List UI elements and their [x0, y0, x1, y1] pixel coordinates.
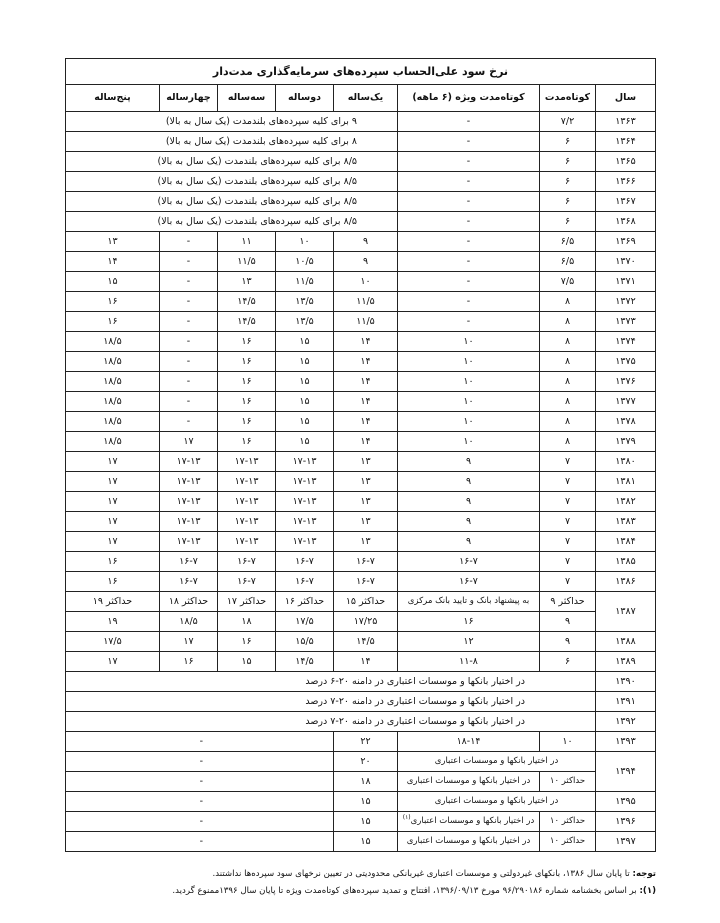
table-row [65, 212, 655, 232]
special-text: در اختیار بانکها و موسسات اعتباری [410, 816, 535, 826]
cell-y5: ۱۶ [65, 292, 159, 312]
cell-year: ۱۳۷۴ [596, 332, 656, 352]
cell-year: ۱۳۶۸ [596, 212, 656, 232]
cell-y1: ۱۴ [334, 352, 398, 372]
cell-short: ۱۰ [540, 732, 596, 752]
cell-span: در اختیار بانکها و موسسات اعتباری در دامنه ۲۰-۷ درصد [65, 712, 595, 732]
cell-y1: ۱۳ [334, 532, 398, 552]
cell-rest: - [65, 792, 333, 812]
table-row [65, 452, 655, 472]
table-row [65, 412, 655, 432]
cell-special: ۱۰ [398, 332, 540, 352]
cell-y1: ۱۳ [334, 492, 398, 512]
cell-y1: ۱۳ [334, 512, 398, 532]
cell-short: حداکثر ۹ [540, 592, 596, 612]
cell-year: ۱۳۶۷ [596, 192, 656, 212]
cell-y2: ۱۷-۱۳ [276, 532, 334, 552]
cell-y1: ۱۱/۵ [334, 292, 398, 312]
cell-y3: ۱۵ [218, 652, 276, 672]
footnote-label: (۱): [639, 886, 656, 896]
cell-special: ۹ [398, 452, 540, 472]
cell-y5: ۱۷ [65, 532, 159, 552]
cell-y4: ۱۷-۱۳ [160, 452, 218, 472]
cell-y5: ۱۷ [65, 472, 159, 492]
table-row [65, 432, 655, 452]
cell-short: ۶ [540, 132, 596, 152]
cell-year: ۱۳۹۷ [596, 832, 656, 852]
cell-y4: ۱۶-۷ [160, 572, 218, 592]
table-row [65, 192, 655, 212]
cell-year: ۱۳۷۵ [596, 352, 656, 372]
table-title: نرخ سود علی‌الحساب سپرده‌های سرمایه‌گذاری مدت‌دار [65, 59, 655, 85]
cell-year: ۱۳۹۲ [596, 712, 656, 732]
cell-rest: - [65, 832, 333, 852]
cell-y2: حداکثر ۱۶ [276, 592, 334, 612]
cell-y2: ۱۷-۱۳ [276, 512, 334, 532]
cell-y3: ۱۶-۷ [218, 552, 276, 572]
cell-y2: ۱۷-۱۳ [276, 492, 334, 512]
cell-year: ۱۳۸۴ [596, 532, 656, 552]
cell-y3: ۱۶ [218, 392, 276, 412]
cell-special: ۱۶-۷ [398, 572, 540, 592]
cell-short: ۷ [540, 572, 596, 592]
cell-special: - [398, 312, 540, 332]
cell-year: ۱۳۹۱ [596, 692, 656, 712]
cell-year: ۱۳۸۹ [596, 652, 656, 672]
cell-special-span: در اختیار بانکها و موسسات اعتباری [398, 752, 596, 772]
cell-y4: - [160, 352, 218, 372]
cell-y1: ۹ [334, 232, 398, 252]
cell-special: در اختیار بانکها و موسسات اعتباری [398, 832, 540, 852]
cell-year: ۱۳۸۵ [596, 552, 656, 572]
cell-year: ۱۳۸۳ [596, 512, 656, 532]
cell-year: ۱۳۷۶ [596, 372, 656, 392]
cell-special: - [398, 132, 540, 152]
cell-y2: ۱۵ [276, 392, 334, 412]
cell-year: ۱۳۷۹ [596, 432, 656, 452]
cell-rest: - [65, 812, 333, 832]
cell-special: - [398, 292, 540, 312]
cell-y3: ۱۷-۱۳ [218, 452, 276, 472]
footnote-line [66, 883, 656, 900]
cell-short: ۸ [540, 352, 596, 372]
cell-year: ۱۳۷۸ [596, 412, 656, 432]
cell-year: ۱۳۹۴ [596, 752, 656, 792]
cell-y4: - [160, 252, 218, 272]
cell-special: ۱۱-۸ [398, 652, 540, 672]
cell-year: ۱۳۷۲ [596, 292, 656, 312]
cell-y3: ۱۸ [218, 612, 276, 632]
cell-y2: ۱۶-۷ [276, 572, 334, 592]
cell-y4: ۱۷-۱۳ [160, 512, 218, 532]
notes [66, 866, 656, 900]
cell-short: ۶ [540, 652, 596, 672]
deposit-rates-table [65, 58, 656, 852]
table-row [65, 292, 655, 312]
cell-y5: ۱۸/۵ [65, 372, 159, 392]
cell-y4: - [160, 332, 218, 352]
cell-year: ۱۳۸۱ [596, 472, 656, 492]
cell-short: ۷ [540, 452, 596, 472]
table-row [65, 512, 655, 532]
cell-special: ۱۰ [398, 432, 540, 452]
table-row [65, 812, 655, 832]
cell-special: - [398, 232, 540, 252]
cell-y3: ۱۷-۱۳ [218, 532, 276, 552]
cell-y1: ۱۵ [334, 832, 398, 852]
cell-special: ۱۰ [398, 392, 540, 412]
cell-special: ۱۸-۱۴ [398, 732, 540, 752]
cell-special: ۹ [398, 472, 540, 492]
cell-y3: ۱۴/۵ [218, 292, 276, 312]
cell-y4: ۱۷-۱۳ [160, 492, 218, 512]
cell-y2: ۱۵/۵ [276, 632, 334, 652]
cell-short: ۸ [540, 292, 596, 312]
cell-rest: - [65, 772, 333, 792]
table-row [65, 552, 655, 572]
cell-y4: - [160, 272, 218, 292]
cell-year: ۱۳۹۶ [596, 812, 656, 832]
cell-y2: ۱۷-۱۳ [276, 472, 334, 492]
cell-special: ۱۰ [398, 352, 540, 372]
cell-special: - [398, 252, 540, 272]
cell-special: - [398, 112, 540, 132]
table-row [65, 572, 655, 592]
cell-y4: ۱۶ [160, 652, 218, 672]
table-row [65, 252, 655, 272]
cell-short: ۶/۵ [540, 252, 596, 272]
cell-special: ۹ [398, 532, 540, 552]
cell-y5: ۱۷ [65, 492, 159, 512]
cell-short: ۷/۵ [540, 272, 596, 292]
cell-year: ۱۳۶۹ [596, 232, 656, 252]
cell-y4: - [160, 372, 218, 392]
cell-y1: ۱۴ [334, 392, 398, 412]
cell-short: ۸ [540, 412, 596, 432]
cell-short: ۶ [540, 152, 596, 172]
table-row [65, 332, 655, 352]
cell-special: - [398, 212, 540, 232]
table-row [65, 152, 655, 172]
cell-y3: ۱۶ [218, 432, 276, 452]
cell-y1: ۱۳ [334, 472, 398, 492]
table-row [65, 352, 655, 372]
cell-y2: ۱۵ [276, 412, 334, 432]
cell-y1: ۱۰ [334, 272, 398, 292]
cell-y4: ۱۷-۱۳ [160, 472, 218, 492]
cell-y3: ۱۶ [218, 372, 276, 392]
note-label: توجه: [632, 869, 656, 879]
cell-y1: ۱۶-۷ [334, 552, 398, 572]
cell-y4: ۱۷ [160, 632, 218, 652]
cell-y1: ۱۴ [334, 412, 398, 432]
cell-year: ۱۳۹۵ [596, 792, 656, 812]
table-row [65, 312, 655, 332]
table-row [65, 752, 655, 772]
table-row [65, 732, 655, 752]
cell-short: ۶ [540, 192, 596, 212]
cell-y1: ۱۵ [334, 812, 398, 832]
cell-short: ۷ [540, 492, 596, 512]
cell-y5: ۱۸/۵ [65, 352, 159, 372]
header-one-year: یک‌ساله [334, 85, 398, 112]
cell-y2: ۱۶-۷ [276, 552, 334, 572]
table-row [65, 472, 655, 492]
cell-y4: - [160, 292, 218, 312]
cell-short: ۷ [540, 472, 596, 492]
cell-y5: ۱۶ [65, 572, 159, 592]
table-row [65, 232, 655, 252]
table-row [65, 652, 655, 672]
table-row [65, 132, 655, 152]
cell-y3: ۱۱ [218, 232, 276, 252]
cell-special: ۱۰ [398, 412, 540, 432]
cell-y1: ۹ [334, 252, 398, 272]
table-body [65, 112, 655, 232]
table-row [65, 372, 655, 392]
cell-y3: ۱۶ [218, 332, 276, 352]
cell-long-term: ۸/۵ برای کلیه سپرده‌های بلندمدت (یک سال به بالا) [65, 172, 397, 192]
table-row [65, 832, 655, 852]
cell-short: ۷/۲ [540, 112, 596, 132]
cell-short: ۷ [540, 552, 596, 572]
cell-y4: ۱۷ [160, 432, 218, 452]
cell-short: ۸ [540, 332, 596, 352]
cell-short: ۹ [540, 632, 596, 652]
cell-y5: ۱۷ [65, 652, 159, 672]
header-four-year: چهارساله [160, 85, 218, 112]
cell-y3: ۱۴/۵ [218, 312, 276, 332]
cell-y5: حداکثر ۱۹ [65, 592, 159, 612]
cell-long-term: ۸/۵ برای کلیه سپرده‌های بلندمدت (یک سال به بالا) [65, 152, 397, 172]
cell-y5: ۱۹ [65, 612, 159, 632]
cell-special: - [398, 272, 540, 292]
cell-y2: ۱۰ [276, 232, 334, 252]
cell-year: ۱۳۷۳ [596, 312, 656, 332]
cell-year: ۱۳۹۳ [596, 732, 656, 752]
cell-year: ۱۳۸۸ [596, 632, 656, 652]
cell-y4: - [160, 312, 218, 332]
cell-rest: - [65, 732, 333, 752]
cell-year: ۱۳۷۰ [596, 252, 656, 272]
cell-y4: - [160, 392, 218, 412]
cell-y2: ۱۵ [276, 372, 334, 392]
cell-short: ۶/۵ [540, 232, 596, 252]
cell-y1: ۱۴ [334, 372, 398, 392]
note-line [66, 866, 656, 883]
cell-y1: حداکثر ۱۵ [334, 592, 398, 612]
cell-y3: ۱۶ [218, 632, 276, 652]
cell-y1: ۱۸ [334, 772, 398, 792]
cell-y5: ۱۳ [65, 232, 159, 252]
table-row [65, 592, 655, 612]
cell-y2: ۱۰/۵ [276, 252, 334, 272]
cell-long-term: ۸/۵ برای کلیه سپرده‌های بلندمدت (یک سال به بالا) [65, 212, 397, 232]
cell-y3: ۱۶-۷ [218, 572, 276, 592]
cell-y4: - [160, 412, 218, 432]
cell-year: ۱۳۶۵ [596, 152, 656, 172]
cell-year: ۱۳۸۰ [596, 452, 656, 472]
cell-rest: - [65, 752, 333, 772]
cell-y1: ۱۷/۲۵ [334, 612, 398, 632]
cell-y5: ۱۸/۵ [65, 392, 159, 412]
cell-year: ۱۳۸۲ [596, 492, 656, 512]
table-row [65, 612, 655, 632]
cell-special: ۹ [398, 512, 540, 532]
header-short-term: کوتاه‌مدت [540, 85, 596, 112]
cell-y5: ۱۷ [65, 452, 159, 472]
table-row [65, 792, 655, 812]
cell-short: ۸ [540, 392, 596, 412]
cell-special: به پیشنهاد بانک و تایید بانک مرکزی [398, 592, 540, 612]
cell-y4: حداکثر ۱۸ [160, 592, 218, 612]
table-row [65, 632, 655, 652]
cell-special: در اختیار بانکها و موسسات اعتباری [398, 772, 540, 792]
cell-year: ۱۳۶۳ [596, 112, 656, 132]
cell-y1: ۱۶-۷ [334, 572, 398, 592]
footnote-marker: (۱) [402, 814, 411, 822]
cell-y2: ۱۵ [276, 432, 334, 452]
cell-y4: - [160, 232, 218, 252]
cell-long-term: ۸ برای کلیه سپرده‌های بلندمدت (یک سال به بالا) [65, 132, 397, 152]
cell-y1: ۱۵ [334, 792, 398, 812]
header-year: سال [596, 85, 656, 112]
cell-y3: ۱۶ [218, 412, 276, 432]
header-three-year: سه‌ساله [218, 85, 276, 112]
cell-special-span: در اختیار بانکها و موسسات اعتباری [398, 792, 596, 812]
cell-y5: ۱۸/۵ [65, 412, 159, 432]
cell-short: ۶ [540, 172, 596, 192]
cell-y2: ۱۷/۵ [276, 612, 334, 632]
cell-y1: ۲۲ [334, 732, 398, 752]
header-short-special: کوتاه‌مدت ویژه (۶ ماهه) [398, 85, 540, 112]
cell-special: ۱۲ [398, 632, 540, 652]
rates-document [66, 58, 656, 852]
table-row [65, 532, 655, 552]
cell-y5: ۱۸/۵ [65, 432, 159, 452]
cell-short: حداکثر ۱۰ [540, 832, 596, 852]
cell-special: - [398, 172, 540, 192]
footnote-text: بر اساس بخشنامه شماره ۹۶/۲۹۰۱۸۶ مورخ ۱۳۹۶/۰۹/۱۳، افتتاح و تمدید سپرده‌های کوتاه‌مدت ویژه تا پایان سال ۱۳۹۶ممنوع گردید. [172, 886, 640, 896]
cell-y4: ۱۸/۵ [160, 612, 218, 632]
table-row [65, 492, 655, 512]
cell-y5: ۱۵ [65, 272, 159, 292]
cell-y5: ۱۷ [65, 512, 159, 532]
cell-y1: ۱۴ [334, 332, 398, 352]
cell-year: ۱۳۶۴ [596, 132, 656, 152]
cell-y3: ۱۷-۱۳ [218, 512, 276, 532]
cell-y2: ۱۴/۵ [276, 652, 334, 672]
cell-short: ۷ [540, 532, 596, 552]
cell-y1: ۱۳ [334, 452, 398, 472]
cell-special: - [398, 152, 540, 172]
cell-y5: ۱۸/۵ [65, 332, 159, 352]
cell-special: - [398, 192, 540, 212]
cell-y5: ۱۶ [65, 312, 159, 332]
cell-short: حداکثر ۱۰ [540, 812, 596, 832]
cell-long-term: ۸/۵ برای کلیه سپرده‌های بلندمدت (یک سال به بالا) [65, 192, 397, 212]
cell-y1: ۱۱/۵ [334, 312, 398, 332]
cell-year: ۱۳۸۷ [596, 592, 656, 632]
cell-long-term: ۹ برای کلیه سپرده‌های بلندمدت (یک سال به بالا) [65, 112, 397, 132]
cell-special: ۱۶-۷ [398, 552, 540, 572]
cell-y5: ۱۷/۵ [65, 632, 159, 652]
table-row [65, 272, 655, 292]
cell-year: ۱۳۷۱ [596, 272, 656, 292]
cell-year: ۱۳۷۷ [596, 392, 656, 412]
cell-y2: ۱۷-۱۳ [276, 452, 334, 472]
cell-short: ۷ [540, 512, 596, 532]
cell-y1: ۲۰ [334, 752, 398, 772]
cell-span: در اختیار بانکها و موسسات اعتباری در دامنه ۲۰-۶ درصد [65, 672, 595, 692]
cell-y2: ۱۱/۵ [276, 272, 334, 292]
table-row [65, 772, 655, 792]
cell-y3: ۱۷-۱۳ [218, 472, 276, 492]
table-body-full [65, 232, 655, 592]
cell-short: ۸ [540, 312, 596, 332]
cell-y1: ۱۴ [334, 432, 398, 452]
cell-y4: ۱۶-۷ [160, 552, 218, 572]
table-row [65, 172, 655, 192]
cell-y5: ۱۶ [65, 552, 159, 572]
header-five-year: پنج‌ساله [65, 85, 159, 112]
cell-y5: ۱۴ [65, 252, 159, 272]
cell-y2: ۱۵ [276, 352, 334, 372]
cell-y3: ۱۱/۵ [218, 252, 276, 272]
cell-y1: ۱۴/۵ [334, 632, 398, 652]
cell-y3: حداکثر ۱۷ [218, 592, 276, 612]
table-row [65, 692, 655, 712]
table-row [65, 112, 655, 132]
table-row [65, 712, 655, 732]
cell-year: ۱۳۶۶ [596, 172, 656, 192]
cell-year: ۱۳۹۰ [596, 672, 656, 692]
cell-short: ۶ [540, 212, 596, 232]
cell-y3: ۱۷-۱۳ [218, 492, 276, 512]
cell-short: ۹ [540, 612, 596, 632]
cell-y1: ۱۴ [334, 652, 398, 672]
cell-y3: ۱۶ [218, 352, 276, 372]
cell-special [398, 812, 540, 832]
cell-short: ۸ [540, 432, 596, 452]
cell-special: ۱۰ [398, 372, 540, 392]
note-text: تا پایان سال ۱۳۸۶، بانکهای غیردولتی و موسسات اعتباری غیربانکی محدودیتی در تعیین نرخهای سود سپرده‌ها نداشتند. [212, 869, 633, 879]
cell-special: ۱۶ [398, 612, 540, 632]
cell-short: حداکثر ۱۰ [540, 772, 596, 792]
cell-y3: ۱۳ [218, 272, 276, 292]
cell-short: ۸ [540, 372, 596, 392]
cell-y4: ۱۷-۱۳ [160, 532, 218, 552]
table-body-1387 [65, 592, 655, 852]
table-row [65, 672, 655, 692]
cell-y2: ۱۵ [276, 332, 334, 352]
cell-y2: ۱۳/۵ [276, 292, 334, 312]
cell-span: در اختیار بانکها و موسسات اعتباری در دامنه ۲۰-۷ درصد [65, 692, 595, 712]
cell-year: ۱۳۸۶ [596, 572, 656, 592]
table-row [65, 392, 655, 412]
cell-special: ۹ [398, 492, 540, 512]
cell-y2: ۱۳/۵ [276, 312, 334, 332]
header-two-year: دوساله [276, 85, 334, 112]
